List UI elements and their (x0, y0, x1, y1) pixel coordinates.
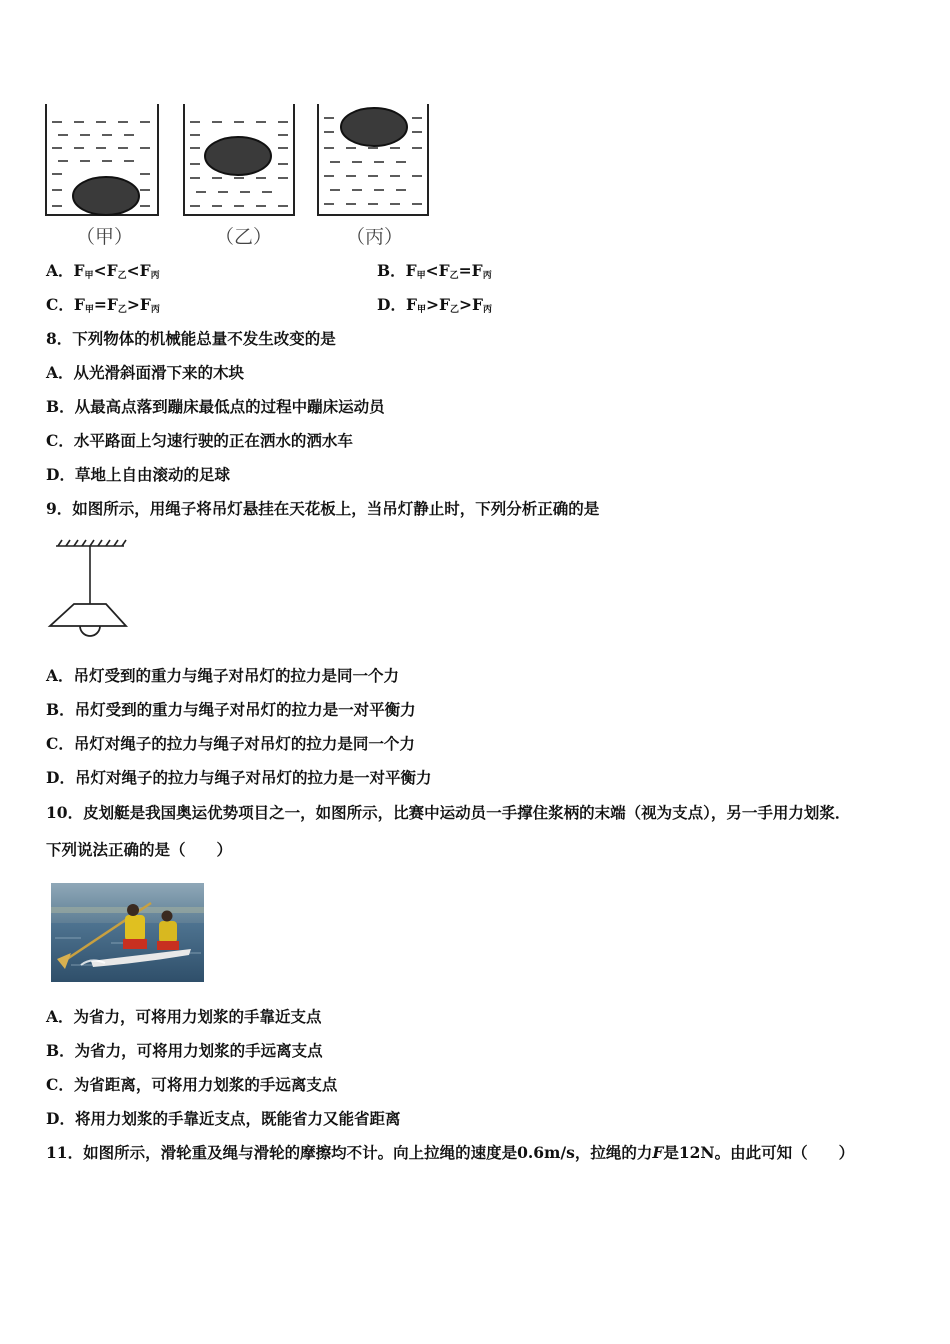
q7-option-a: A．$F_甲<F_乙<F_丙$ (46, 261, 160, 281)
q10-stem-line2: 下列说法正确的是（ ） (46, 840, 233, 859)
q7-option-b: B．$F_甲<F_乙=F_丙$ (377, 261, 492, 281)
caption-yi: （乙） (215, 226, 273, 248)
caption-jia: （甲） (76, 226, 134, 248)
q9-option-d: D．吊灯对绳子的拉力与绳子对吊灯的拉力是一对平衡力 (46, 768, 432, 787)
ball-jia (73, 177, 139, 215)
q11-stem: 11．如图所示，滑轮重及绳与滑轮的摩擦均不计。向上拉绳的速度是0.6m/s，拉绳的力F是12N。由此可知（ ） (46, 1143, 855, 1162)
q9-option-c: C．吊灯对绳子的拉力与绳子对吊灯的拉力是同一个力 (46, 734, 415, 753)
q10-option-d: D．将用力划浆的手靠近支点，既能省力又能省距离 (46, 1109, 401, 1128)
q7-option-c: C．$F_甲=F_乙>F_丙$ (46, 295, 160, 315)
q8-stem: 8．下列物体的机械能总量不发生改变的是 (46, 329, 336, 348)
q9-option-a: A．吊灯受到的重力与绳子对吊灯的拉力是同一个力 (46, 666, 400, 685)
q8-option-a: A．从光滑斜面滑下来的木块 (46, 363, 245, 382)
q8-option-c: C．水平路面上匀速行驶的正在洒水的洒水车 (46, 431, 353, 450)
q10-option-a: A．为省力，可将用力划浆的手靠近支点 (46, 1007, 322, 1026)
canoe-photo (51, 883, 204, 982)
q9-stem: 9．如图所示，用绳子将吊灯悬挂在天花板上，当吊灯静止时，下列分析正确的是 (46, 499, 600, 518)
hanging-lamp-icon (44, 538, 134, 640)
ball-bing (341, 108, 407, 146)
q9-option-b: B．吊灯受到的重力与绳子对吊灯的拉力是一对平衡力 (46, 700, 416, 719)
q10-option-b: B．为省力，可将用力划浆的手远离支点 (46, 1041, 323, 1060)
ball-yi (205, 137, 271, 175)
caption-bing: （丙） (346, 226, 404, 248)
beaker-bing (318, 104, 428, 215)
beaker-yi (184, 104, 294, 215)
q7-option-d: D．$F_甲>F_乙>F_丙$ (377, 295, 493, 315)
q10-stem-line1: 10．皮划艇是我国奥运优势项目之一，如图所示，比赛中运动员一手撑住浆柄的末端（视为支点），另一手用力划浆． (46, 803, 851, 822)
q10-option-c: C．为省距离，可将用力划浆的手远离支点 (46, 1075, 338, 1094)
q8-option-b: B．从最高点落到蹦床最低点的过程中蹦床运动员 (46, 397, 385, 416)
beaker-jia (46, 104, 158, 215)
q8-option-d: D．草地上自由滚动的足球 (46, 465, 230, 484)
